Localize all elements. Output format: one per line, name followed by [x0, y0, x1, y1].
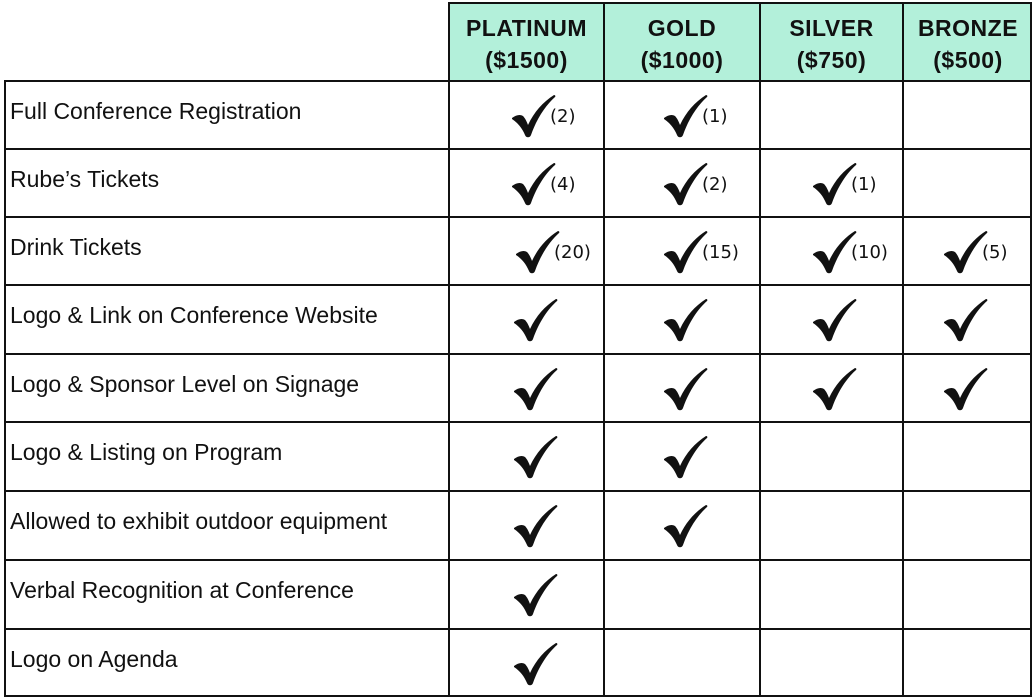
benefit-cell	[811, 232, 888, 276]
tier-name: GOLD	[647, 15, 717, 41]
row-label: Full Conference Registration	[10, 98, 302, 124]
column-header-text	[904, 12, 1032, 76]
row-label: Rube’s Tickets	[10, 166, 160, 192]
benefit-cell	[514, 232, 591, 276]
benefit-cell	[662, 96, 728, 140]
table-row	[0, 421, 1035, 490]
benefit-cell	[942, 232, 1008, 276]
table-row	[0, 148, 1035, 216]
benefit-cell	[512, 644, 558, 688]
quantity-count: (2)	[702, 173, 728, 195]
column-header-gold	[603, 2, 759, 80]
benefit-cell	[512, 369, 558, 413]
quantity-count: (1)	[851, 173, 877, 195]
column-header-text	[761, 12, 902, 76]
quantity-count: (5)	[982, 241, 1008, 263]
benefit-cell	[512, 300, 558, 344]
row-label: Logo & Listing on Program	[10, 439, 283, 465]
quantity-count: (20)	[554, 241, 591, 263]
row-label: Logo & Sponsor Level on Signage	[10, 371, 360, 397]
benefit-cell	[510, 96, 576, 140]
checkmark-icon	[512, 367, 558, 416]
benefit-cell	[662, 506, 708, 550]
tier-name: SILVER	[789, 15, 874, 41]
tier-price: ($1500)	[485, 47, 568, 73]
checkmark-icon	[942, 298, 988, 347]
benefit-cell	[662, 232, 739, 276]
table-row	[0, 80, 1035, 148]
table-row	[0, 284, 1035, 353]
table-row	[0, 216, 1035, 284]
checkmark-icon	[512, 298, 558, 347]
benefit-cell	[512, 437, 558, 481]
benefit-cell	[942, 300, 988, 344]
checkmark-icon	[942, 367, 988, 416]
column-header-silver	[759, 2, 902, 80]
table-row	[0, 490, 1035, 559]
quantity-count: (1)	[702, 105, 728, 127]
benefit-cell	[811, 300, 857, 344]
tier-price: ($1000)	[640, 47, 724, 73]
benefit-cell	[512, 506, 558, 550]
benefit-cell	[942, 369, 988, 413]
row-label: Logo & Link on Conference Website	[10, 302, 378, 328]
row-label: Allowed to exhibit outdoor equipment	[10, 508, 388, 534]
benefit-cell	[662, 437, 708, 481]
quantity-count: (10)	[851, 241, 888, 263]
row-label: Verbal Recognition at Conference	[10, 577, 354, 603]
checkmark-icon	[662, 367, 708, 416]
table-row	[0, 628, 1035, 695]
column-header-text	[450, 12, 603, 76]
checkmark-icon	[512, 435, 558, 484]
quantity-count: (15)	[702, 241, 739, 263]
checkmark-icon	[662, 435, 708, 484]
checkmark-icon	[662, 298, 708, 347]
benefit-cell	[662, 369, 708, 413]
benefit-cell	[811, 369, 857, 413]
checkmark-icon	[512, 504, 558, 553]
benefit-cell	[811, 164, 877, 208]
tier-name: PLATINUM	[465, 15, 588, 41]
checkmark-icon	[811, 367, 857, 416]
checkmark-icon	[512, 573, 558, 622]
column-header-platinum	[448, 2, 603, 80]
checkmark-icon	[811, 298, 857, 347]
row-label: Drink Tickets	[10, 234, 142, 260]
table-row	[0, 559, 1035, 628]
row-label: Logo on Agenda	[10, 646, 178, 672]
quantity-count: (2)	[550, 105, 576, 127]
benefit-cell	[662, 300, 708, 344]
tier-name: BRONZE	[917, 15, 1019, 41]
benefit-cell	[510, 164, 576, 208]
benefit-cell	[512, 575, 558, 619]
quantity-count: (4)	[550, 173, 576, 195]
column-header-text	[605, 12, 759, 76]
checkmark-icon	[662, 504, 708, 553]
column-header-bronze	[902, 2, 1032, 80]
tier-price: ($750)	[796, 47, 867, 73]
table-row	[0, 353, 1035, 421]
checkmark-icon	[512, 642, 558, 691]
tier-price: ($500)	[933, 47, 1003, 73]
benefit-cell	[662, 164, 728, 208]
